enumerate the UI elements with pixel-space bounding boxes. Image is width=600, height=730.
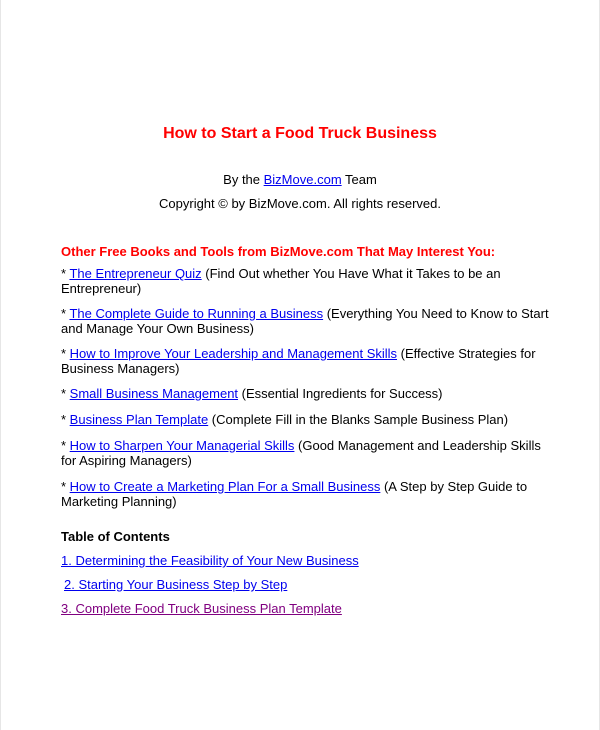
bullet: * xyxy=(61,479,70,494)
toc-item xyxy=(61,553,359,568)
copyright-notice: Copyright © by BizMove.com. All rights reserved. xyxy=(159,196,441,211)
resource-link-complete-guide[interactable]: The Complete Guide to Running a Business xyxy=(69,306,324,321)
bullet: * xyxy=(61,346,70,361)
resources-heading: Other Free Books and Tools from BizMove.com That May Interest You: xyxy=(61,244,496,259)
resource-link-marketing-plan[interactable]: How to Create a Marketing Plan For a Small Business xyxy=(69,479,381,494)
resource-item xyxy=(61,438,551,468)
resource-item xyxy=(61,346,551,376)
resource-desc: (Everything You Need to Know to Start and Manage Your Own Business) xyxy=(61,306,549,336)
bullet: * xyxy=(61,438,70,453)
bullet: * xyxy=(61,306,70,321)
resource-desc: (Effective Strategies for Business Managers) xyxy=(61,346,536,376)
resource-link-small-business-management[interactable]: Small Business Management xyxy=(69,386,239,401)
byline-suffix: Team xyxy=(341,172,377,187)
bullet: * xyxy=(61,412,70,427)
byline xyxy=(0,172,600,187)
bullet: * xyxy=(61,386,70,401)
resource-link-managerial-skills[interactable]: How to Sharpen Your Managerial Skills xyxy=(69,438,295,453)
resource-link-entrepreneur-quiz[interactable]: The Entrepreneur Quiz xyxy=(69,266,202,281)
toc-item xyxy=(61,577,359,592)
resource-link-business-plan-template[interactable]: Business Plan Template xyxy=(69,412,209,427)
toc-heading: Table of Contents xyxy=(61,529,170,544)
resource-item xyxy=(61,412,551,427)
byline-prefix: By the xyxy=(223,172,264,187)
document-title: How to Start a Food Truck Business xyxy=(163,125,437,142)
page-border-left xyxy=(0,0,1,730)
resource-item xyxy=(61,479,551,509)
resource-item xyxy=(61,266,551,296)
resource-item xyxy=(61,386,551,401)
resource-item xyxy=(61,306,551,336)
resource-desc: (Essential Ingredients for Success) xyxy=(238,386,443,401)
resource-desc: (Good Management and Leadership Skills for Aspiring Managers) xyxy=(61,438,541,468)
resources-list xyxy=(61,266,551,509)
resource-desc: (A Step by Step Guide to Marketing Planning) xyxy=(61,479,528,509)
toc-link-starting-business[interactable]: 2. Starting Your Business Step by Step xyxy=(64,577,288,592)
resource-desc: (Complete Fill in the Blanks Sample Business Plan) xyxy=(208,412,509,427)
toc-link-feasibility[interactable]: 1. Determining the Feasibility of Your New Business xyxy=(61,553,359,568)
bullet: * xyxy=(61,266,70,281)
toc-item xyxy=(61,601,359,616)
toc-link-business-plan-template[interactable]: 3. Complete Food Truck Business Plan Template xyxy=(61,601,342,616)
bizmove-link[interactable]: BizMove.com xyxy=(263,172,342,187)
resource-desc: (Find Out whether You Have What it Takes to be an Entrepreneur) xyxy=(61,266,501,296)
resource-link-leadership-skills[interactable]: How to Improve Your Leadership and Management Skills xyxy=(69,346,398,361)
table-of-contents xyxy=(61,553,359,625)
